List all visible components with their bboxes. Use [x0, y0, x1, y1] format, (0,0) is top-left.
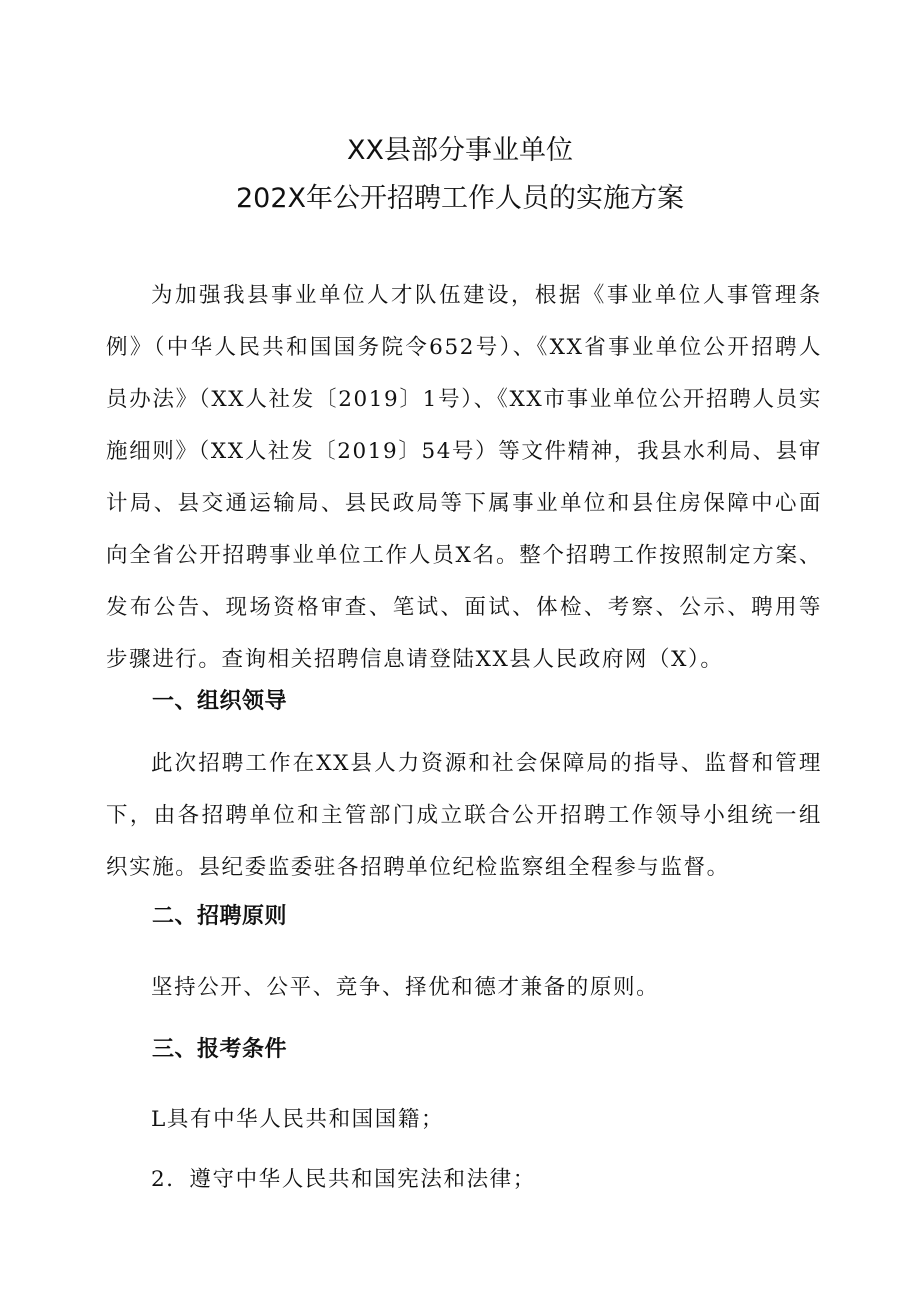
section-heading-requirements: 三、报考条件 [152, 1037, 288, 1062]
section-paragraph-principles: 坚持公开、公平、竞争、择优和德才兼备的原则。 [151, 975, 660, 1000]
document-title-line1: XX县部分事业单位 [347, 135, 573, 166]
section-heading-organization: 一、组织领导 [152, 689, 288, 714]
document-title-line2: 202X年公开招聘工作人员的实施方案 [235, 183, 685, 214]
intro-paragraph: 为加强我县事业单位人才队伍建设，根据《事业单位人事管理条例》（中华人民共和国国务院令652号）、《XX省事业单位公开招聘人员办法》（XX人社发〔2019〕1号）、《XX市事业单位公开招聘人员实施细则》（XX人社发〔2019〕54号）等文件精神，我县水利局、县审计局、县交通运输局、县民政局等下属事业单位和县住房保障中心面向全省公开招聘事业单位工作人员X名。整个招聘工作按照制定方案、发布公告、现场资格审查、笔试、面试、体检、考察、公示、聘用等步骤进行。查询相关招聘信息请登陆XX县人民政府网（X）。 [106, 283, 822, 672]
list-item: 2．遵守中华人民共和国宪法和法律； [151, 1167, 536, 1192]
section-heading-principles: 二、招聘原则 [152, 904, 288, 929]
list-item: L具有中华人民共和国国籍； [151, 1107, 445, 1132]
section-paragraph-organization: 此次招聘工作在XX县人力资源和社会保障局的指导、监督和管理下，由各招聘单位和主管部门成立联合公开招聘工作领导小组统一组织实施。县纪委监委驻各招聘单位纪检监察组全程参与监督。 [106, 751, 822, 880]
